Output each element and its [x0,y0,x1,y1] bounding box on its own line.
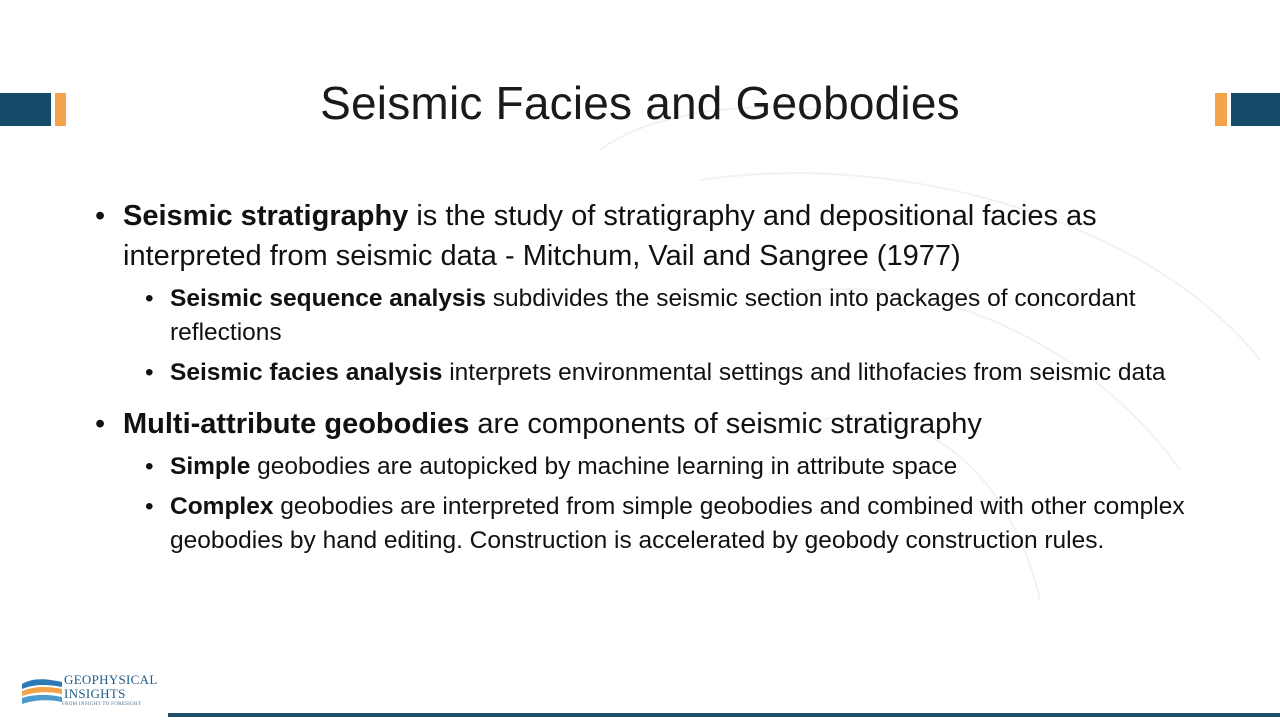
footer-rule [168,713,1280,717]
logo-line-1: GEOPHYSICAL [64,672,158,687]
bullet-dot: • [95,408,106,440]
bullet-text: are components of seismic stratigraphy [469,408,982,440]
bullet-dot: • [145,493,154,520]
bullet-text: interprets environmental settings and lithofacies from seismic data [442,359,1166,386]
slide-body [95,196,1205,558]
bullet-term: Multi-attribute geobodies [123,408,470,440]
logo-line-2: INSIGHTS [64,686,126,701]
company-logo [18,672,168,712]
sub-bullet-sequence-analysis [95,282,1205,350]
slide-title: Seismic Facies and Geobodies [320,77,960,129]
logo-wordmark [64,673,158,701]
bullet-dot: • [95,200,106,232]
bullet-term: Complex [170,493,274,520]
sub-bullet-complex-geobodies [95,490,1205,558]
logo-tagline: FROM INSIGHT TO FORESIGHT [62,702,142,707]
bullet-term: Seismic stratigraphy [123,200,409,232]
wave-logo-icon [22,676,62,706]
bullet-text: subdivides the seismic section into packages of concordant reflections [170,285,1136,346]
bullet-text: is the study of stratigraphy and depositional facies as interpreted from seismic data - Mitchum, Vail and Sangree (1977) [123,200,1097,272]
bullet-seismic-stratigraphy [95,196,1205,276]
bullet-dot: • [145,285,154,312]
bullet-text: geobodies are interpreted from simple geobodies and combined with other complex geobodies by hand editing. Construction is accelerated by geobody construction rules. [170,493,1185,554]
bullet-text: geobodies are autopicked by machine learning in attribute space [250,453,958,480]
sub-bullet-facies-analysis [95,356,1205,390]
bullet-term: Seismic facies analysis [170,359,443,386]
bullet-multi-attribute-geobodies [95,404,1205,444]
sub-bullet-simple-geobodies [95,450,1205,484]
bullet-dot: • [145,359,154,386]
bullet-dot: • [145,453,154,480]
bullet-term: Simple [170,453,251,480]
bullet-term: Seismic sequence analysis [170,285,486,312]
